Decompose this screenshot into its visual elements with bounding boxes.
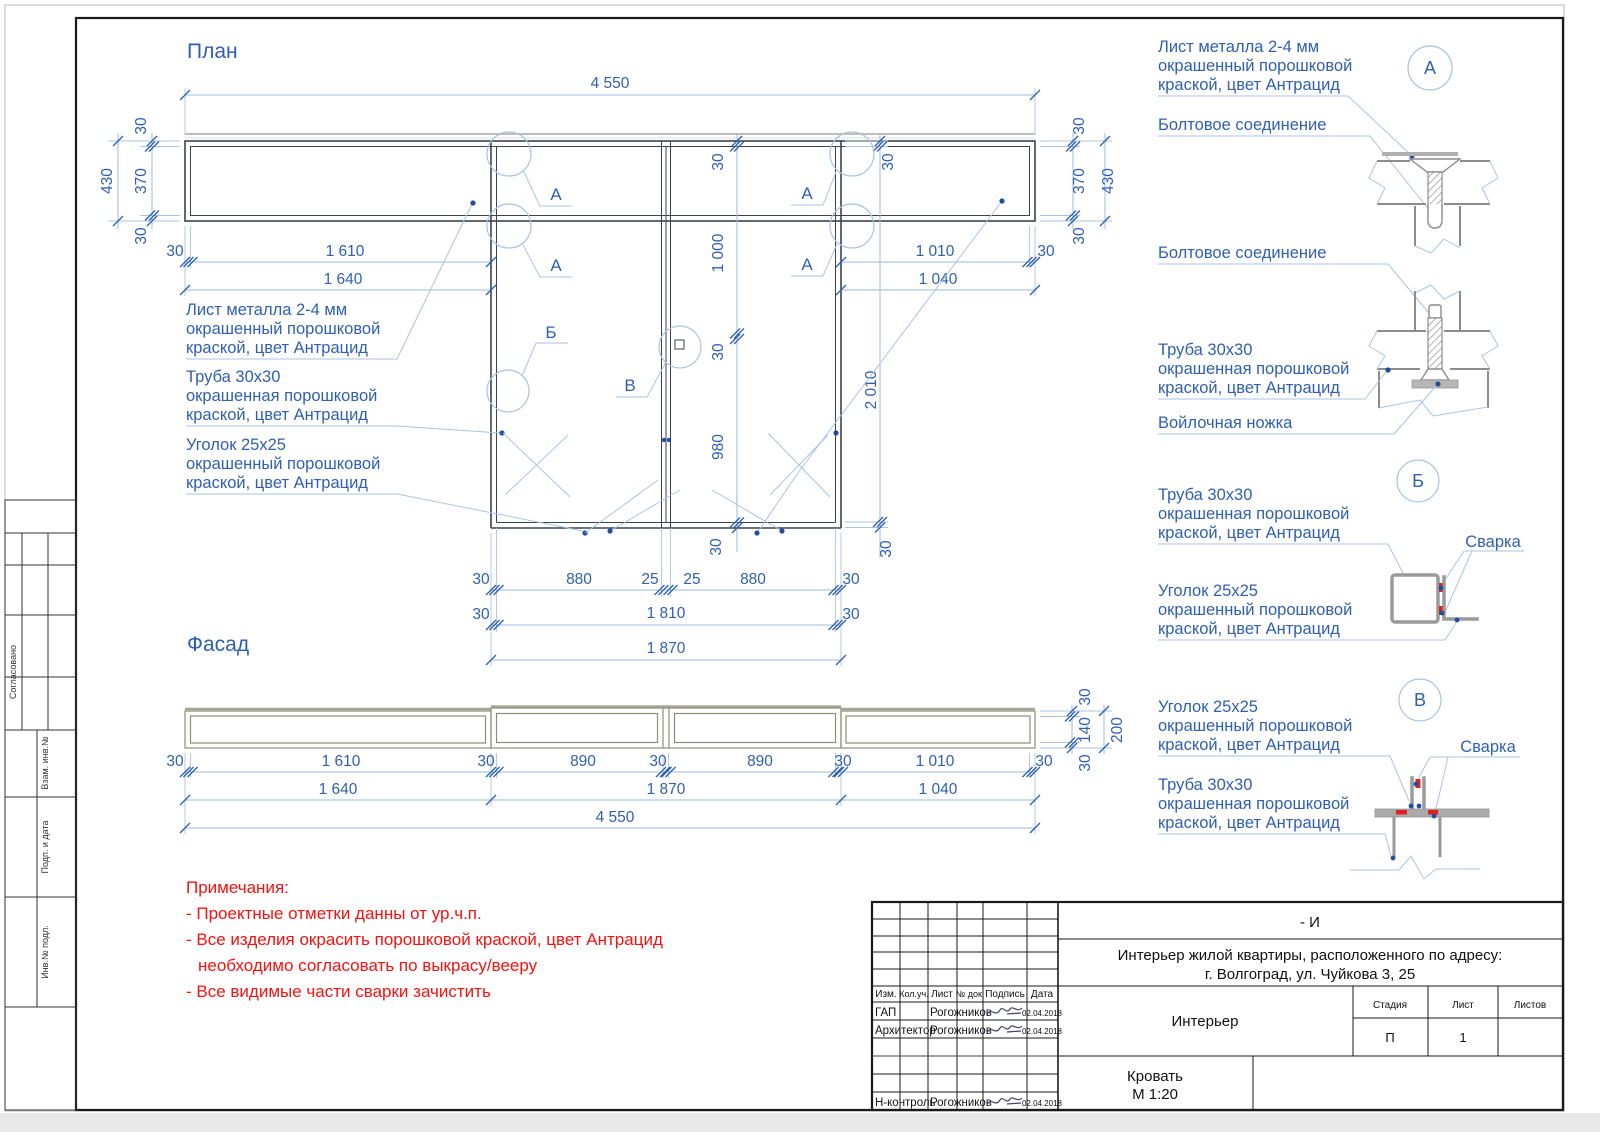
material-label: окрашенный порошковой [186, 320, 381, 338]
tb-col-header: Изм. [875, 989, 897, 1000]
detail-label: Войлочная ножка [1158, 414, 1293, 432]
detail-b-letter: Б [1412, 471, 1424, 491]
dim-label: 200 [1109, 717, 1126, 743]
tb-object: г. Волгоград, ул. Чуйкова 3, 25 [1204, 966, 1416, 983]
tb-drawing-scale: М 1:20 [1132, 1086, 1178, 1103]
detail-label: Уголок 25х25 [1158, 698, 1258, 716]
dim-label: 30 [133, 117, 150, 135]
dim-label: 30 [133, 227, 150, 245]
tb-role: ГАП [875, 1007, 897, 1019]
detail-a-letter: А [1423, 58, 1437, 78]
tb-role: Архитектор [875, 1025, 936, 1037]
dim-label: 30 [878, 540, 895, 558]
tb-name: Рогожников [930, 1097, 992, 1109]
tb-name: Рогожников [930, 1007, 992, 1019]
dim-label: 30 [710, 153, 727, 171]
tb-col-header: № док. [955, 989, 985, 999]
detail-label: окрашенная порошковой [1158, 505, 1350, 523]
dim-label: 1 000 [710, 233, 727, 273]
tb-col-header: Кол.уч. [899, 989, 929, 999]
dim-label: 1 870 [646, 781, 686, 798]
note-line: - Все видимые части сварки зачистить [186, 982, 491, 1001]
tb-section: Интерьер [1171, 1013, 1239, 1030]
notes-title: Примечания: [186, 878, 289, 897]
dim-label: 30 [1077, 688, 1094, 706]
detail-v-letter: В [1413, 690, 1427, 710]
detail-label: Болтовое соединение [1158, 244, 1327, 262]
detail-label: Болтовое соединение [1158, 116, 1327, 134]
dim-label: 370 [1071, 168, 1088, 194]
dim-label: 30 [1037, 243, 1055, 260]
detail-label: Труба 30х30 [1158, 486, 1253, 504]
dim-label: 25 [683, 571, 701, 588]
dim-label: 30 [1077, 754, 1094, 772]
detail-label: Уголок 25х25 [1158, 582, 1258, 600]
dim-label: 30 [1071, 117, 1088, 135]
detail-label: краской, цвет Антрацид [1158, 76, 1340, 94]
note-line: - Проектные отметки данны от ур.ч.п. [186, 904, 482, 923]
material-label: Уголок 25х25 [186, 436, 286, 454]
tb-date: 02.04.2018 [1021, 1099, 1063, 1108]
detail-label: краской, цвет Антрацид [1158, 524, 1340, 542]
tb-code: - И [1300, 914, 1320, 931]
dim-label: 30 [649, 753, 667, 770]
dim-label: 30 [834, 753, 852, 770]
material-label: Лист металла 2-4 мм [186, 301, 348, 319]
material-label: Труба 30х30 [186, 368, 281, 386]
dim-label: 30 [842, 606, 860, 623]
dim-label: 370 [133, 168, 150, 194]
detail-label: окрашенный порошковой [1158, 601, 1353, 619]
detail-label: окрашенный порошковой [1158, 57, 1353, 75]
detail-label: Лист металла 2-4 мм [1158, 38, 1320, 56]
tb-date: 02.04.2018 [1021, 1009, 1063, 1018]
dim-label: 1 870 [646, 640, 686, 657]
dim-label: 980 [710, 434, 727, 460]
dim-label: 1 040 [918, 271, 958, 288]
dim-label: 30 [477, 753, 495, 770]
tb-stage-header: Стадия [1372, 1000, 1408, 1011]
detail-label: Труба 30х30 [1158, 341, 1253, 359]
detail-label: окрашенный порошковой [1158, 717, 1353, 735]
tb-sheet-header: Лист [1452, 1000, 1474, 1011]
stamp-vzam-label: Взам. инв.№ [40, 736, 50, 790]
material-label: краской, цвет Антрацид [186, 406, 368, 424]
detail-label: краской, цвет Антрацид [1158, 379, 1340, 397]
dim-label: 30 [472, 571, 490, 588]
tb-col-header: Лист [931, 989, 953, 1000]
detail-label: Труба 30х30 [1158, 776, 1253, 794]
detail-label: окрашенная порошковой [1158, 795, 1350, 813]
dim-label: 30 [472, 606, 490, 623]
tb-col-header: Дата [1030, 989, 1054, 1000]
weld-label: Сварка [1460, 738, 1516, 756]
dim-label: 2 010 [863, 370, 880, 410]
dim-label: 880 [740, 571, 766, 588]
stamp-podp-label: Подп. и дата [40, 820, 50, 874]
detail-label: окрашенная порошковой [1158, 360, 1350, 378]
dim-label: 30 [880, 153, 897, 171]
dim-label: 4 550 [595, 809, 635, 826]
tb-name: Рогожников [930, 1025, 992, 1037]
dim-label: 430 [99, 168, 116, 194]
dim-label: 880 [566, 571, 592, 588]
detail-marker-a: А [550, 256, 562, 275]
dim-label: 430 [1100, 168, 1117, 194]
stamp-inv-label: Инв.№ подл. [40, 925, 50, 979]
detail-label: краской, цвет Антрацид [1158, 736, 1340, 754]
dim-label: 140 [1077, 717, 1094, 743]
dim-label: 30 [1071, 227, 1088, 245]
dim-label: 1 010 [915, 753, 955, 770]
dim-label: 30 [710, 343, 727, 361]
dim-label: 25 [641, 571, 659, 588]
dim-label: 890 [570, 753, 596, 770]
detail-marker-a: А [550, 185, 562, 204]
dim-label: 30 [166, 243, 184, 260]
detail-marker-a: А [801, 184, 813, 203]
dim-label: 30 [708, 538, 725, 556]
dim-label: 1 640 [318, 781, 358, 798]
detail-label: краской, цвет Антрацид [1158, 814, 1340, 832]
material-label: краской, цвет Антрацид [186, 339, 368, 357]
dim-label: 890 [747, 753, 773, 770]
tb-role: Н-контроль [875, 1097, 936, 1109]
dim-label: 1 640 [323, 271, 363, 288]
plan-title: План [187, 40, 238, 63]
dim-label: 1 610 [325, 243, 365, 260]
dim-label: 4 550 [590, 75, 630, 92]
detail-marker-a: А [801, 255, 813, 274]
tb-date: 02.04.2018 [1021, 1027, 1063, 1036]
dim-label: 1 040 [918, 781, 958, 798]
tb-object: Интерьер жилой квартиры, расположенного по адресу: [1117, 947, 1503, 964]
dim-label: 1 610 [321, 753, 361, 770]
facade-title: Фасад [187, 633, 250, 656]
material-label: окрашенный порошковой [186, 455, 381, 473]
stamp-approved-label: Согласовано [8, 644, 18, 700]
dim-label: 30 [166, 753, 184, 770]
material-label: краской, цвет Антрацид [186, 474, 368, 492]
tb-col-header: Подпись [985, 989, 1025, 1000]
dim-label: 30 [842, 571, 860, 588]
detail-label: краской, цвет Антрацид [1158, 620, 1340, 638]
detail-marker-v: В [624, 376, 636, 395]
detail-marker-b: Б [545, 323, 557, 342]
weld-label: Сварка [1465, 533, 1521, 551]
dim-label: 30 [1035, 753, 1053, 770]
material-label: окрашенная порошковой [186, 387, 378, 405]
note-line: необходимо согласовать по выкрасу/вееру [198, 956, 538, 975]
dim-label: 1 010 [915, 243, 955, 260]
tb-sheets-header: Листов [1513, 1000, 1547, 1011]
tb-sheet-value: 1 [1459, 1030, 1467, 1045]
dim-label: 1 810 [646, 605, 686, 622]
tb-drawing-name: Кровать [1127, 1068, 1183, 1085]
note-line: - Все изделия окрасить порошковой краской, цвет Антрацид [186, 930, 663, 949]
tb-stage-value: П [1385, 1030, 1395, 1045]
